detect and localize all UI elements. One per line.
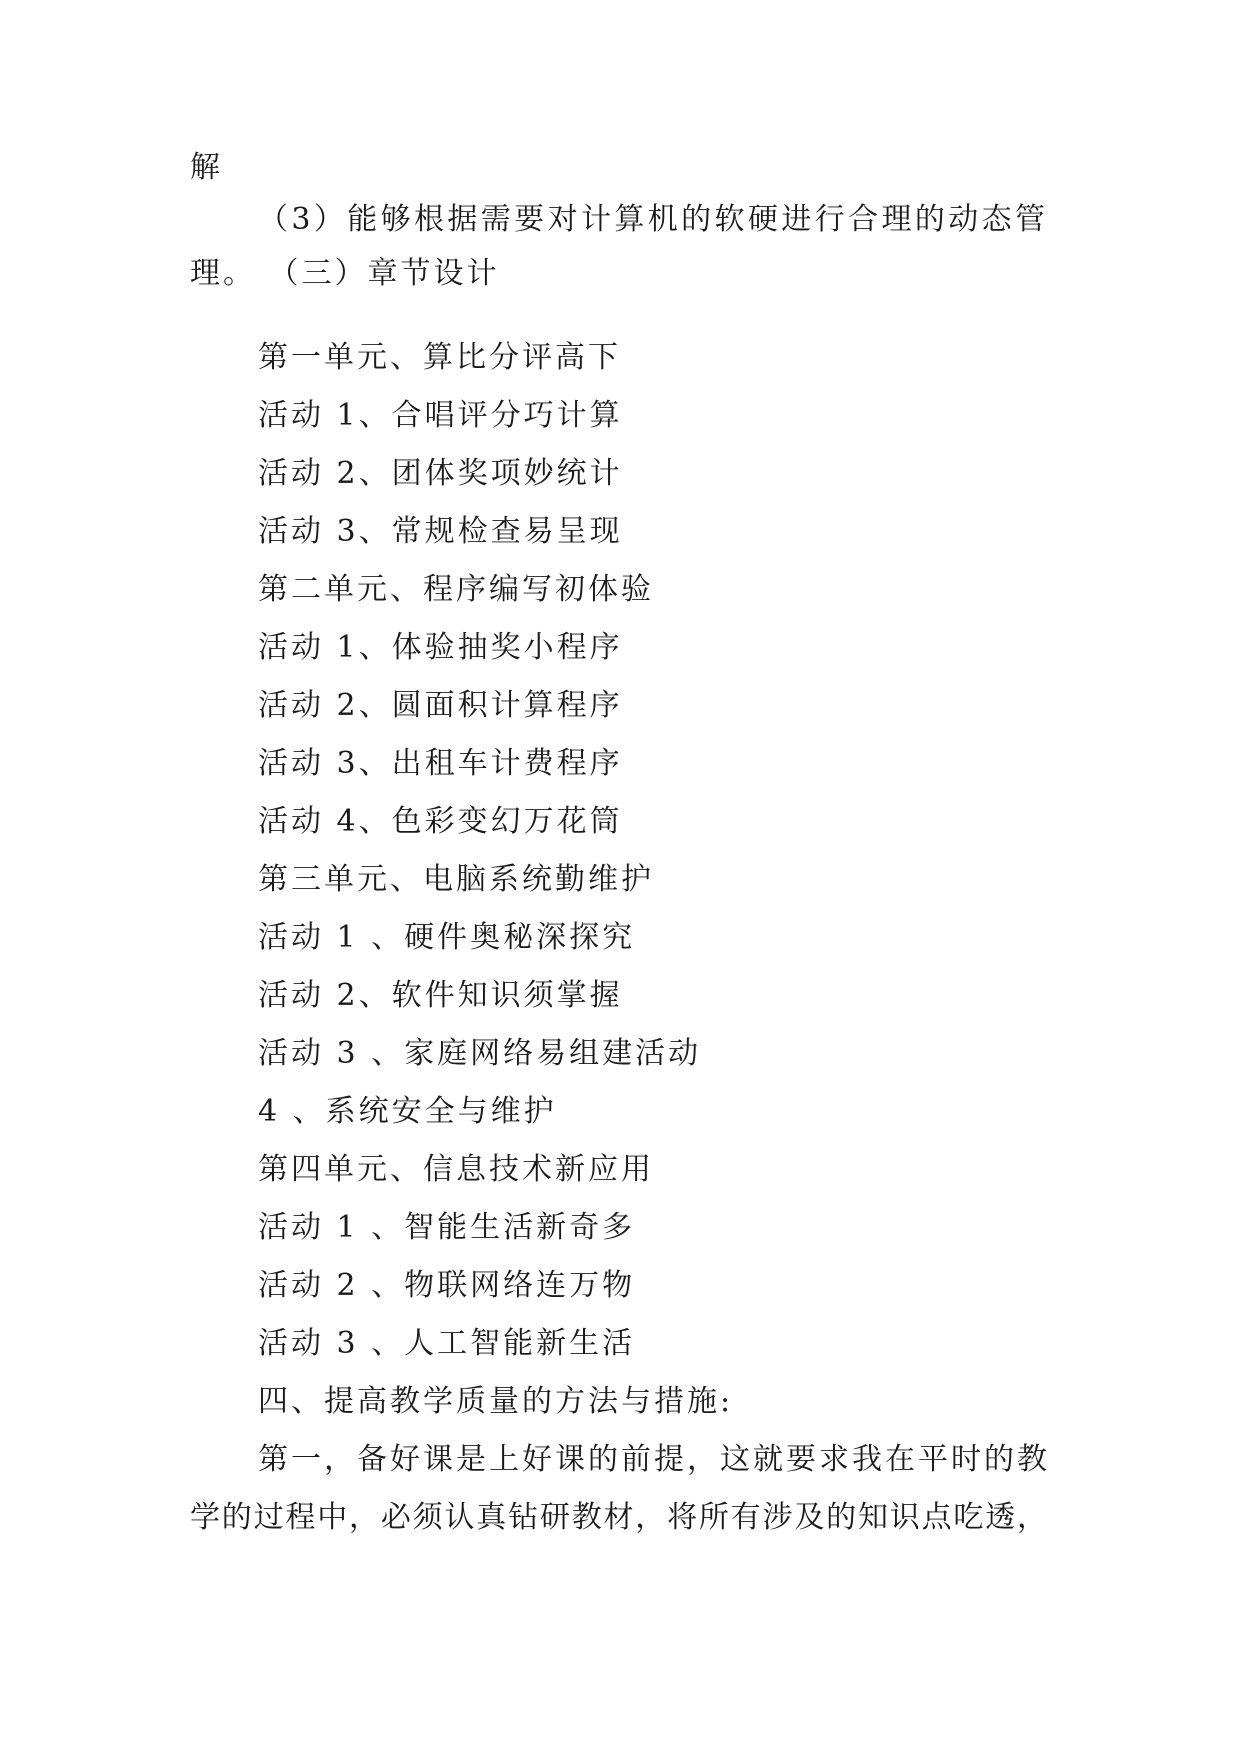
text-line-07: 活动 3、常规检查易呈现	[258, 514, 623, 549]
text-line-03: 理。 （三）章节设计	[190, 256, 500, 291]
text-line-11: 活动 3、出租车计费程序	[258, 746, 623, 781]
text-line-10: 活动 2、圆面积计算程序	[258, 688, 623, 723]
text-line-13: 第三单元、电脑系统勤维护	[258, 862, 654, 897]
text-line-24: 学的过程中，必须认真钻研教材，将所有涉及的知识点吃透，	[190, 1500, 1048, 1535]
text-line-05: 活动 1、合唱评分巧计算	[258, 398, 623, 433]
text-line-15: 活动 2、软件知识须掌握	[258, 978, 623, 1013]
text-line-02: （3）能够根据需要对计算机的软硬进行合理的动态管	[258, 202, 1048, 237]
text-line-19: 活动 1 、智能生活新奇多	[258, 1210, 636, 1245]
text-line-09: 活动 1、体验抽奖小程序	[258, 630, 623, 665]
text-line-18: 第四单元、信息技术新应用	[258, 1152, 654, 1187]
text-line-01: 解	[190, 150, 223, 185]
text-line-23: 第一，备好课是上好课的前提，这就要求我在平时的教	[258, 1442, 1050, 1477]
text-line-14: 活动 1 、硬件奥秘深探究	[258, 920, 636, 955]
text-line-21: 活动 3 、人工智能新生活	[258, 1326, 636, 1361]
text-line-08: 第二单元、程序编写初体验	[258, 572, 654, 607]
text-line-04: 第一单元、算比分评高下	[258, 340, 621, 375]
text-line-16: 活动 3 、家庭网络易组建活动	[258, 1036, 702, 1071]
text-line-20: 活动 2 、物联网络连万物	[258, 1268, 636, 1303]
text-line-17: 4 、系统安全与维护	[258, 1094, 557, 1129]
text-line-06: 活动 2、团体奖项妙统计	[258, 456, 623, 491]
text-line-12: 活动 4、色彩变幻万花筒	[258, 804, 623, 839]
text-line-22: 四、提高教学质量的方法与措施:	[258, 1384, 734, 1419]
